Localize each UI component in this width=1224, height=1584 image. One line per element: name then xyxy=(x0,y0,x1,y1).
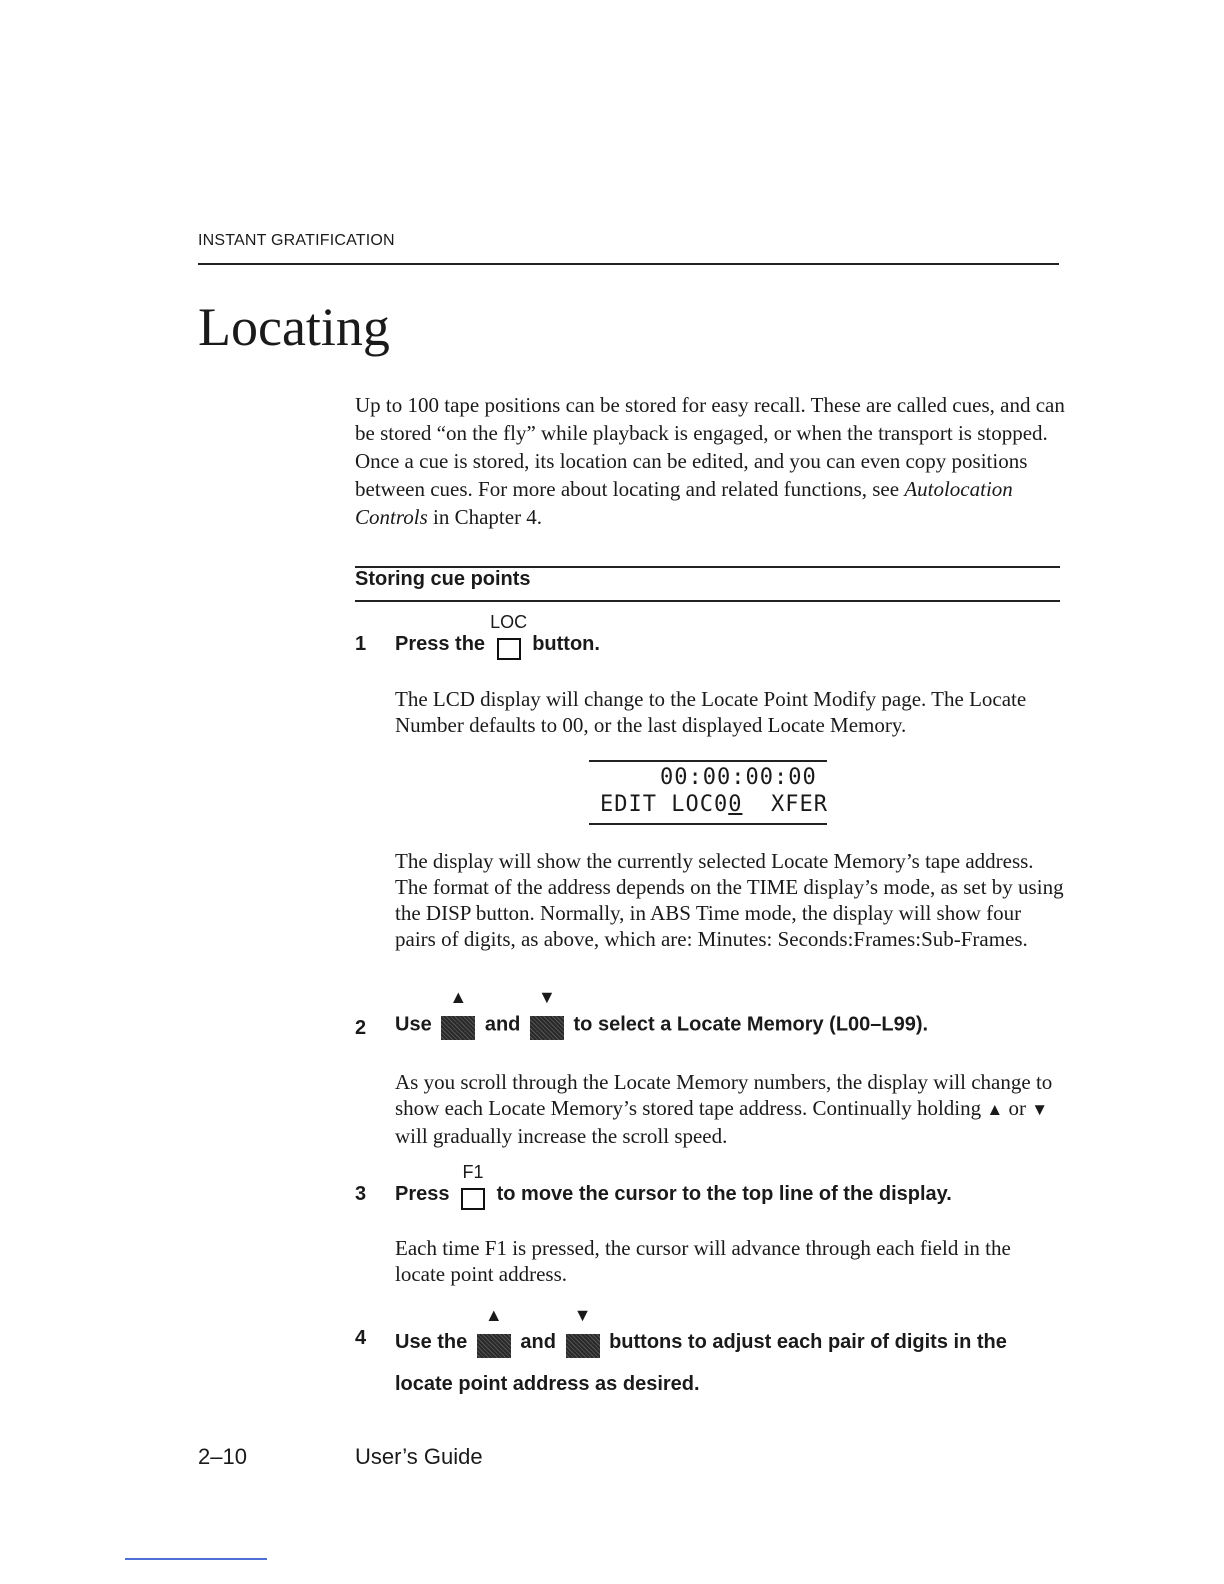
step-body: The LCD display will change to the Locate Point Modify page. The Locate Number defaults to 00, or the last displayed Locate Memory. xyxy=(395,687,1027,737)
up-key-icon xyxy=(477,1304,511,1358)
up-arrow-inline-icon: ▲ xyxy=(986,1100,1004,1119)
step-text-and: and xyxy=(520,1331,556,1353)
step-body-text-or: or xyxy=(1003,1096,1032,1120)
footer-link-underline xyxy=(125,1558,267,1560)
step-instruction xyxy=(395,1161,952,1206)
section-rule-bottom xyxy=(355,600,1060,602)
f1-button-icon xyxy=(461,1161,485,1210)
step-instruction xyxy=(395,987,929,1040)
step-number: 3 xyxy=(355,1183,367,1205)
step-text-pre: Use the xyxy=(395,1331,468,1353)
footer-book-title: User’s Guide xyxy=(355,1444,483,1469)
step-number: 1 xyxy=(355,633,367,655)
page-number: 2–10 xyxy=(198,1444,247,1469)
step-text-post: buttons to adjust each pair of digits in the xyxy=(609,1331,1007,1353)
step-body xyxy=(395,1069,1065,1149)
step-number: 2 xyxy=(355,1017,367,1039)
step-text-post: to select a Locate Memory (L00–L99). xyxy=(573,1013,929,1036)
page-title: Locating xyxy=(198,297,390,357)
step-text-line2: locate point address as desired. xyxy=(395,1373,700,1395)
intro-text: Up to 100 tape positions can be stored for easy recall. These are called cues, and can be stored “on the fly” while playback is engaged, or when the transport is stopped. Once a cue is stored, its location can be edited, and you can even copy positions between cues. For more about locating and related functions, see xyxy=(355,393,1065,501)
step-text-and: and xyxy=(484,1013,521,1036)
lcd-menu-line xyxy=(600,792,828,817)
down-key-icon xyxy=(566,1304,600,1358)
header-rule xyxy=(198,263,1059,265)
lcd-menu-text-end: XFER xyxy=(742,792,828,817)
step-body-text-end: will gradually increase the scroll speed. xyxy=(395,1124,728,1148)
step-body: Each time F1 is pressed, the cursor will advance through each field in the locate point address. xyxy=(395,1236,1011,1286)
down-key-block xyxy=(530,1016,564,1040)
step-instruction xyxy=(395,611,600,656)
step-text-post: to move the cursor to the top line of the display. xyxy=(496,1183,952,1205)
down-arrow-icon: ▼ xyxy=(538,987,556,1007)
lcd-menu-text: EDIT LOC0 xyxy=(600,792,729,817)
intro-crossref: Autolocation Controls xyxy=(355,477,1013,529)
up-key-icon xyxy=(441,987,475,1040)
up-arrow-icon: ▲ xyxy=(449,987,468,1007)
step-text-pre: Press xyxy=(395,1183,450,1205)
step-instruction xyxy=(395,1304,1075,1405)
section-heading: Storing cue points xyxy=(355,568,531,590)
running-head: INSTANT GRATIFICATION xyxy=(198,232,395,249)
lcd-rule-top xyxy=(589,760,827,762)
step-number: 4 xyxy=(355,1327,367,1349)
display-paragraph: The display will show the currently selected Locate Memory’s tape address. The format of the address depends on the TIME display’s mode, as set by using the DISP button. Normally, in ABS Time mode, the display will show four pairs of digits, as above, which are: Minutes: Seconds:Frames:Sub-Frames. xyxy=(395,849,1064,951)
intro-paragraph xyxy=(355,391,1065,531)
f1-button-caption: F1 xyxy=(462,1161,484,1182)
lcd-time-readout: 00:00:00:00 xyxy=(660,765,817,790)
down-arrow-icon: ▼ xyxy=(573,1304,592,1325)
up-arrow-icon: ▲ xyxy=(484,1304,503,1325)
loc-button-icon xyxy=(490,611,528,660)
up-key-block xyxy=(477,1334,511,1358)
down-key-icon xyxy=(530,987,564,1040)
down-key-block xyxy=(566,1334,600,1358)
step-text-pre: Use xyxy=(395,1013,432,1036)
up-key-block xyxy=(441,1016,475,1040)
step-text-post: button. xyxy=(532,633,600,655)
lcd-rule-bottom xyxy=(589,823,827,825)
step-body-text: As you scroll through the Locate Memory numbers, the display will change to show each Locate Memory’s stored tape address. Continually holding xyxy=(395,1070,1053,1120)
step-text-pre: Press the xyxy=(395,633,486,655)
lcd-cursor: 0 xyxy=(728,792,743,817)
intro-text-end: in Chapter 4. xyxy=(427,505,543,529)
loc-button-caption: LOC xyxy=(490,611,528,632)
down-arrow-inline-icon: ▼ xyxy=(1031,1100,1049,1119)
